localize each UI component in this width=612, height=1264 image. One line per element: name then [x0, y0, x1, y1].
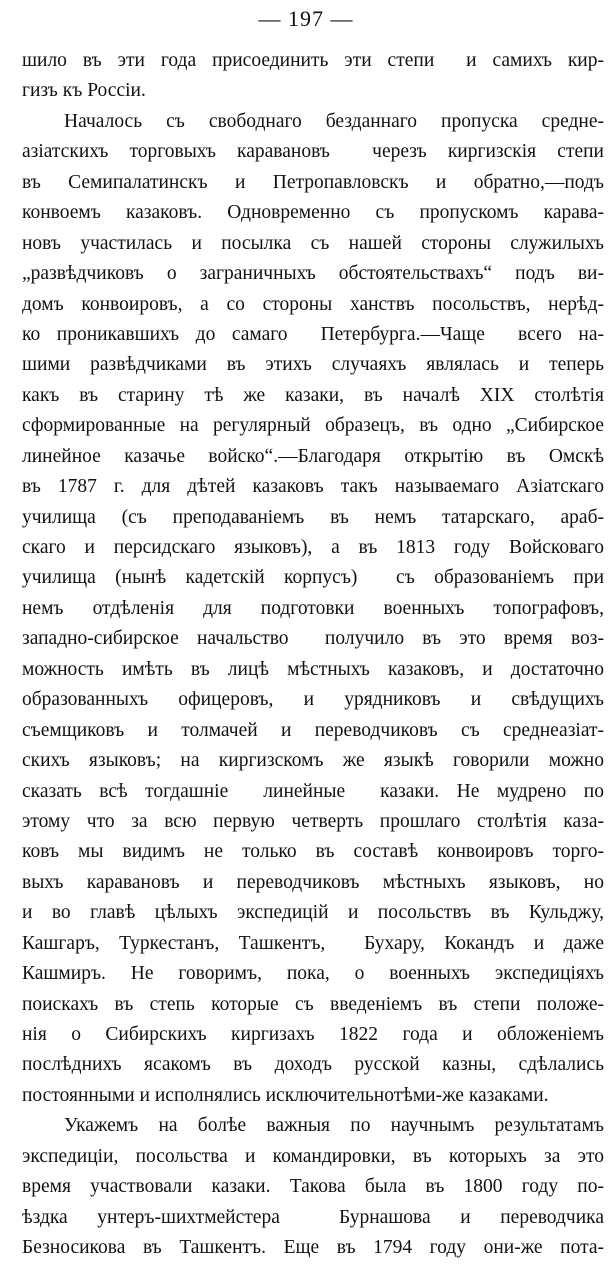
- text-line: выхъ каравановъ и переводчиковъ мѣстныхъ языковъ, но: [22, 871, 604, 893]
- text-line: Кашгаръ, Туркестанъ, Ташкентъ, Бухару, Кокандъ и даже: [22, 932, 604, 954]
- text-line: училища (нынѣ кадетскій корпусъ) съ образованіемъ при: [22, 567, 604, 589]
- text-line: въ 1787 г. для дѣтей казаковъ такъ называемаго Азіатскаго: [22, 476, 604, 498]
- text-line: образованныхъ офицеровъ, и урядниковъ и свѣдущихъ: [22, 689, 604, 711]
- page-number: — 197 —: [258, 6, 354, 31]
- text-line: конвоемъ казаковъ. Одновременно съ пропускомъ карава-: [22, 202, 604, 224]
- text-line: этому что за всю первую четверть прошлаго столѣтія каза-: [22, 810, 604, 832]
- text-line: поискахъ въ степь которые съ введеніемъ въ степи положе-: [22, 993, 604, 1015]
- text-line: западно-сибирское начальство получило въ это время воз-: [22, 628, 604, 650]
- text-line: ковъ мы видимъ не только въ составѣ конвоировъ торго-: [22, 841, 604, 863]
- text-line: съемщиковъ и толмачей и переводчиковъ съ среднеазіат-: [22, 719, 604, 741]
- text-line: линейное казачье войско“.—Благодаря открытію въ Омскѣ: [22, 445, 604, 467]
- text-line: домъ конвоировъ, а со стороны ханствъ посольствъ, нерѣд-: [22, 293, 604, 315]
- text-line: въ Семипалатинскъ и Петропавловскъ и обратно,—подъ: [22, 171, 604, 193]
- text-line: немъ отдѣленія для подготовки военныхъ топографовъ,: [22, 597, 604, 619]
- text-line: какъ въ старину тѣ же казаки, въ началѣ XIX столѣтія: [22, 384, 604, 406]
- text-line: Безносикова въ Ташкентъ. Еще въ 1794 году они-же пота-: [22, 1237, 604, 1259]
- text-line: можность имѣть въ лицѣ мѣстныхъ казаковъ, и достаточно: [22, 658, 604, 680]
- text-line: Укажемъ на болѣе важныя по научнымъ результатамъ: [64, 1115, 604, 1137]
- text-line: шими развѣдчиками въ этихъ случаяхъ являлась и теперь: [22, 354, 604, 376]
- text-line: нія о Сибирскихъ киргизахъ 1822 года и обложеніемъ: [22, 1024, 604, 1045]
- text-line: новъ участилась и посылка съ нашей стороны служилыхъ: [22, 232, 604, 254]
- text-line: Кашмиръ. Не говоримъ, пока, о военныхъ экспедиціяхъ: [22, 963, 604, 985]
- text-line: азіатскихъ торговыхъ каравановъ черезъ киргизскія степи: [22, 141, 604, 163]
- text-line: ѣздка унтеръ-шихтмейстера Бурнашова и переводчика: [22, 1206, 604, 1228]
- text-line: сказать всѣ тогдашніе линейные казаки. Не мудрено по: [22, 780, 604, 802]
- text-line: ко проникавшихъ до самаго Петербурга.—Чаще всего на-: [22, 323, 604, 345]
- text-line: Началось съ свободнаго безданнаго пропуска средне-: [64, 110, 604, 132]
- text-line: постоянными и исполнялись исключительнотѣми-же казаками.: [22, 1084, 549, 1106]
- text-line: послѣднихъ ясакомъ въ доходъ русской казны, сдѣлались: [22, 1054, 604, 1076]
- text-line: скихъ языковъ; на киргизскомъ же языкѣ говорили можно: [22, 750, 604, 772]
- text-line: училища (съ преподаваніемъ въ немъ татарскаго, араб-: [22, 506, 604, 528]
- text-line: экспедиціи, посольства и командировки, въ которыхъ за это: [22, 1145, 604, 1167]
- text-line: „развѣдчиковъ о заграничныхъ обстоятельствахъ“ подъ ви-: [22, 263, 604, 285]
- text-line: гизъ къ Россіи.: [22, 80, 146, 102]
- body-text: [22, 46, 604, 1264]
- text-line: время участвовали казаки. Такова была въ 1800 году по-: [22, 1176, 604, 1198]
- text-line: шило въ эти года присоединить эти степи и самихъ кир-: [22, 50, 604, 71]
- text-line: и во главѣ цѣлыхъ экспедицій и посольствъ въ Кульджу,: [22, 902, 604, 924]
- text-line: сформированные на регулярный образецъ, въ одно „Сибирское: [22, 415, 604, 437]
- text-line: скаго и персидскаго языковъ), а въ 1813 году Войсковаго: [22, 537, 604, 558]
